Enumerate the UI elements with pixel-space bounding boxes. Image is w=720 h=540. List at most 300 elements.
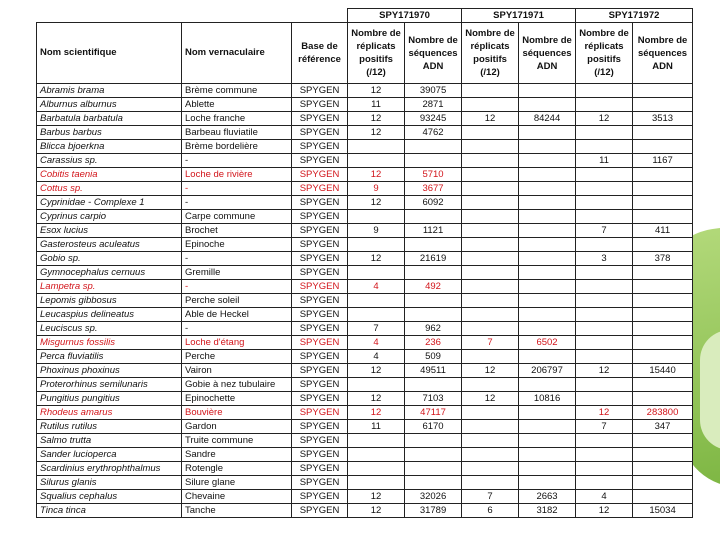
scientific-name-cell: Pungitius pungitius (37, 392, 182, 406)
sequences-s3-cell (633, 490, 693, 504)
scientific-name-cell: Cyprinus carpio (37, 210, 182, 224)
sequences-s2-cell (519, 378, 576, 392)
header-blank (37, 9, 348, 23)
vernacular-name-cell: - (182, 252, 292, 266)
replicates-s3-cell (576, 392, 633, 406)
replicates-s1-cell (348, 434, 405, 448)
table-row (37, 364, 693, 378)
sequences-s2-cell (519, 98, 576, 112)
replicates-s2-cell (462, 462, 519, 476)
reference-base-cell: SPYGEN (292, 252, 348, 266)
replicates-s1-cell: 12 (348, 112, 405, 126)
sequences-s1-cell: 3677 (405, 182, 462, 196)
replicates-s3-cell (576, 196, 633, 210)
replicates-s3-cell: 12 (576, 112, 633, 126)
replicates-s1-cell: 11 (348, 420, 405, 434)
sequences-s3-cell (633, 378, 693, 392)
reference-base-cell: SPYGEN (292, 350, 348, 364)
sample-1-header: SPY171970 (348, 9, 462, 23)
sequences-s3-cell: 15440 (633, 364, 693, 378)
table-row (37, 252, 693, 266)
sequences-s1-cell (405, 210, 462, 224)
replicates-s3-cell: 12 (576, 406, 633, 420)
scientific-name-cell: Rhodeus amarus (37, 406, 182, 420)
sequences-s1-cell: 21619 (405, 252, 462, 266)
vernacular-name-cell: - (182, 182, 292, 196)
replicates-s3-cell (576, 98, 633, 112)
sequences-s2-cell (519, 168, 576, 182)
table-row (37, 112, 693, 126)
replicates-s3-cell (576, 280, 633, 294)
reference-base-cell: SPYGEN (292, 280, 348, 294)
reference-base-cell: SPYGEN (292, 182, 348, 196)
replicates-s3-cell (576, 182, 633, 196)
table-row (37, 448, 693, 462)
table-row (37, 504, 693, 518)
scientific-name-cell: Lepomis gibbosus (37, 294, 182, 308)
replicates-s3-cell: 7 (576, 420, 633, 434)
replicates-s1-cell: 12 (348, 504, 405, 518)
replicates-s1-cell (348, 308, 405, 322)
replicates-s1-cell: 4 (348, 280, 405, 294)
sequences-s3-cell (633, 182, 693, 196)
replicates-s2-cell (462, 126, 519, 140)
replicates-s1-cell: 12 (348, 84, 405, 98)
sequences-s1-cell: 7103 (405, 392, 462, 406)
col-seq-header-1: Nombre de séquences ADN (405, 23, 462, 84)
reference-base-cell: SPYGEN (292, 308, 348, 322)
vernacular-name-cell: Ablette (182, 98, 292, 112)
vernacular-name-cell: Rotengle (182, 462, 292, 476)
vernacular-name-cell: Truite commune (182, 434, 292, 448)
replicates-s2-cell: 12 (462, 112, 519, 126)
vernacular-name-cell: Loche franche (182, 112, 292, 126)
sequences-s2-cell (519, 322, 576, 336)
replicates-s2-cell (462, 182, 519, 196)
col-rep-header-1: Nombre de réplicats positifs (/12) (348, 23, 405, 84)
vernacular-name-cell: Silure glane (182, 476, 292, 490)
replicates-s2-cell (462, 294, 519, 308)
scientific-name-cell: Misgurnus fossilis (37, 336, 182, 350)
sequences-s2-cell (519, 406, 576, 420)
scientific-name-cell: Salmo trutta (37, 434, 182, 448)
reference-base-cell: SPYGEN (292, 140, 348, 154)
sequences-s1-cell: 4762 (405, 126, 462, 140)
replicates-s1-cell: 12 (348, 490, 405, 504)
vernacular-name-cell: Brème bordelière (182, 140, 292, 154)
sequences-s1-cell: 236 (405, 336, 462, 350)
replicates-s1-cell: 12 (348, 392, 405, 406)
replicates-s2-cell (462, 140, 519, 154)
replicates-s2-cell: 6 (462, 504, 519, 518)
replicates-s2-cell (462, 322, 519, 336)
replicates-s1-cell (348, 210, 405, 224)
sequences-s1-cell (405, 140, 462, 154)
table-row (37, 168, 693, 182)
vernacular-name-cell: Perche soleil (182, 294, 292, 308)
scientific-name-cell: Proterorhinus semilunaris (37, 378, 182, 392)
reference-base-cell: SPYGEN (292, 168, 348, 182)
replicates-s1-cell (348, 154, 405, 168)
table-row (37, 378, 693, 392)
scientific-name-cell: Cyprinidae - Complexe 1 (37, 196, 182, 210)
sequences-s3-cell (633, 350, 693, 364)
replicates-s1-cell (348, 140, 405, 154)
replicates-s3-cell (576, 476, 633, 490)
col-rep-header-2: Nombre de réplicats positifs (/12) (462, 23, 519, 84)
reference-base-cell: SPYGEN (292, 154, 348, 168)
vernacular-name-cell: Vairon (182, 364, 292, 378)
sequences-s2-cell (519, 84, 576, 98)
reference-base-cell: SPYGEN (292, 434, 348, 448)
reference-base-cell: SPYGEN (292, 294, 348, 308)
sequences-s1-cell: 6092 (405, 196, 462, 210)
scientific-name-cell: Silurus glanis (37, 476, 182, 490)
replicates-s2-cell (462, 196, 519, 210)
sequences-s1-cell: 492 (405, 280, 462, 294)
sequences-s3-cell (633, 280, 693, 294)
col-base-header: Base de référence (292, 23, 348, 84)
reference-base-cell: SPYGEN (292, 378, 348, 392)
replicates-s2-cell (462, 420, 519, 434)
replicates-s2-cell (462, 98, 519, 112)
sequences-s2-cell (519, 434, 576, 448)
replicates-s1-cell: 12 (348, 364, 405, 378)
replicates-s2-cell (462, 308, 519, 322)
replicates-s2-cell (462, 154, 519, 168)
vernacular-name-cell: Tanche (182, 504, 292, 518)
replicates-s2-cell (462, 238, 519, 252)
table-row (37, 392, 693, 406)
reference-base-cell: SPYGEN (292, 98, 348, 112)
sequences-s3-cell (633, 392, 693, 406)
table-row (37, 140, 693, 154)
reference-base-cell: SPYGEN (292, 490, 348, 504)
sequences-s3-cell (633, 434, 693, 448)
table-row (37, 308, 693, 322)
replicates-s3-cell: 7 (576, 224, 633, 238)
replicates-s3-cell (576, 84, 633, 98)
col-sci-header: Nom scientifique (37, 23, 182, 84)
scientific-name-cell: Scardinius erythrophthalmus (37, 462, 182, 476)
table-row (37, 154, 693, 168)
sequences-s3-cell (633, 294, 693, 308)
vernacular-name-cell: Loche de rivière (182, 168, 292, 182)
reference-base-cell: SPYGEN (292, 266, 348, 280)
scientific-name-cell: Gymnocephalus cernuus (37, 266, 182, 280)
reference-base-cell: SPYGEN (292, 476, 348, 490)
sequences-s2-cell (519, 140, 576, 154)
table-row (37, 196, 693, 210)
replicates-s3-cell (576, 308, 633, 322)
replicates-s3-cell: 12 (576, 504, 633, 518)
sequences-s3-cell (633, 84, 693, 98)
table-row (37, 350, 693, 364)
sequences-s2-cell (519, 126, 576, 140)
col-vern-header: Nom vernaculaire (182, 23, 292, 84)
sequences-s1-cell (405, 462, 462, 476)
replicates-s3-cell (576, 140, 633, 154)
replicates-s3-cell (576, 336, 633, 350)
replicates-s2-cell (462, 168, 519, 182)
sequences-s1-cell (405, 238, 462, 252)
sequences-s1-cell: 5710 (405, 168, 462, 182)
replicates-s3-cell: 12 (576, 364, 633, 378)
replicates-s1-cell: 12 (348, 406, 405, 420)
scientific-name-cell: Blicca bjoerkna (37, 140, 182, 154)
table-row (37, 224, 693, 238)
replicates-s1-cell: 12 (348, 252, 405, 266)
vernacular-name-cell: Barbeau fluviatile (182, 126, 292, 140)
sequences-s1-cell (405, 434, 462, 448)
vernacular-name-cell: - (182, 154, 292, 168)
replicates-s3-cell: 3 (576, 252, 633, 266)
table-row (37, 280, 693, 294)
replicates-s3-cell (576, 210, 633, 224)
decorative-light-leaf (700, 330, 720, 450)
scientific-name-cell: Lampetra sp. (37, 280, 182, 294)
sequences-s3-cell (633, 168, 693, 182)
table-row (37, 406, 693, 420)
scientific-name-cell: Esox lucius (37, 224, 182, 238)
table-row (37, 126, 693, 140)
sequences-s2-cell (519, 280, 576, 294)
table-row (37, 294, 693, 308)
replicates-s3-cell (576, 322, 633, 336)
replicates-s1-cell: 9 (348, 224, 405, 238)
scientific-name-cell: Barbus barbus (37, 126, 182, 140)
species-detection-table (36, 8, 693, 518)
sequences-s2-cell: 206797 (519, 364, 576, 378)
scientific-name-cell: Cottus sp. (37, 182, 182, 196)
vernacular-name-cell: Perche (182, 350, 292, 364)
sequences-s3-cell (633, 476, 693, 490)
sequences-s2-cell: 6502 (519, 336, 576, 350)
sequences-s2-cell: 3182 (519, 504, 576, 518)
replicates-s3-cell (576, 126, 633, 140)
reference-base-cell: SPYGEN (292, 462, 348, 476)
scientific-name-cell: Squalius cephalus (37, 490, 182, 504)
sequences-s1-cell: 49511 (405, 364, 462, 378)
sequences-s3-cell (633, 308, 693, 322)
vernacular-name-cell: Loche d'étang (182, 336, 292, 350)
sequences-s3-cell: 3513 (633, 112, 693, 126)
sequences-s3-cell (633, 126, 693, 140)
sequences-s1-cell: 31789 (405, 504, 462, 518)
vernacular-name-cell: Sandre (182, 448, 292, 462)
replicates-s1-cell: 11 (348, 98, 405, 112)
vernacular-name-cell: Brochet (182, 224, 292, 238)
vernacular-name-cell: Epinoche (182, 238, 292, 252)
sequences-s2-cell (519, 308, 576, 322)
sample-3-header: SPY171972 (576, 9, 693, 23)
sequences-s3-cell (633, 448, 693, 462)
sequences-s3-cell (633, 210, 693, 224)
sequences-s1-cell: 47117 (405, 406, 462, 420)
scientific-name-cell: Gasterosteus aculeatus (37, 238, 182, 252)
reference-base-cell: SPYGEN (292, 364, 348, 378)
vernacular-name-cell: - (182, 280, 292, 294)
table-row (37, 434, 693, 448)
sequences-s1-cell (405, 266, 462, 280)
sequences-s2-cell (519, 266, 576, 280)
reference-base-cell: SPYGEN (292, 126, 348, 140)
sequences-s3-cell: 15034 (633, 504, 693, 518)
scientific-name-cell: Tinca tinca (37, 504, 182, 518)
table-row (37, 266, 693, 280)
vernacular-name-cell: Carpe commune (182, 210, 292, 224)
reference-base-cell: SPYGEN (292, 448, 348, 462)
sequences-s2-cell: 2663 (519, 490, 576, 504)
vernacular-name-cell: Bouvière (182, 406, 292, 420)
reference-base-cell: SPYGEN (292, 112, 348, 126)
reference-base-cell: SPYGEN (292, 420, 348, 434)
sequences-s1-cell (405, 476, 462, 490)
sequences-s3-cell (633, 140, 693, 154)
sequences-s2-cell (519, 224, 576, 238)
reference-base-cell: SPYGEN (292, 336, 348, 350)
sequences-s3-cell (633, 462, 693, 476)
sequences-s2-cell (519, 196, 576, 210)
table-row (37, 84, 693, 98)
sequences-s2-cell (519, 350, 576, 364)
table-row (37, 182, 693, 196)
scientific-name-cell: Gobio sp. (37, 252, 182, 266)
sequences-s3-cell: 411 (633, 224, 693, 238)
replicates-s1-cell: 7 (348, 322, 405, 336)
sequences-s1-cell (405, 378, 462, 392)
vernacular-name-cell: Epinochette (182, 392, 292, 406)
replicates-s2-cell (462, 434, 519, 448)
sample-header-row (37, 9, 693, 23)
vernacular-name-cell: Gobie à nez tubulaire (182, 378, 292, 392)
replicates-s1-cell (348, 294, 405, 308)
table-row (37, 98, 693, 112)
replicates-s2-cell (462, 224, 519, 238)
sequences-s3-cell: 1167 (633, 154, 693, 168)
reference-base-cell: SPYGEN (292, 224, 348, 238)
scientific-name-cell: Alburnus alburnus (37, 98, 182, 112)
replicates-s1-cell (348, 378, 405, 392)
sequences-s2-cell (519, 294, 576, 308)
replicates-s1-cell (348, 448, 405, 462)
replicates-s1-cell: 4 (348, 336, 405, 350)
replicates-s2-cell (462, 84, 519, 98)
sequences-s3-cell (633, 336, 693, 350)
reference-base-cell: SPYGEN (292, 210, 348, 224)
replicates-s1-cell (348, 266, 405, 280)
vernacular-name-cell: - (182, 322, 292, 336)
scientific-name-cell: Barbatula barbatula (37, 112, 182, 126)
table-row (37, 210, 693, 224)
replicates-s2-cell (462, 210, 519, 224)
replicates-s2-cell (462, 252, 519, 266)
scientific-name-cell: Abramis brama (37, 84, 182, 98)
vernacular-name-cell: Brème commune (182, 84, 292, 98)
sequences-s1-cell (405, 154, 462, 168)
sequences-s3-cell (633, 238, 693, 252)
sequences-s2-cell (519, 462, 576, 476)
replicates-s1-cell: 12 (348, 126, 405, 140)
sequences-s1-cell (405, 294, 462, 308)
sequences-s1-cell (405, 448, 462, 462)
scientific-name-cell: Leuciscus sp. (37, 322, 182, 336)
vernacular-name-cell: Gardon (182, 420, 292, 434)
sequences-s2-cell (519, 238, 576, 252)
sequences-s3-cell: 283800 (633, 406, 693, 420)
sequences-s3-cell (633, 98, 693, 112)
scientific-name-cell: Leucaspius delineatus (37, 308, 182, 322)
replicates-s2-cell (462, 280, 519, 294)
scientific-name-cell: Cobitis taenia (37, 168, 182, 182)
scientific-name-cell: Carassius sp. (37, 154, 182, 168)
replicates-s2-cell (462, 266, 519, 280)
sample-2-header: SPY171971 (462, 9, 576, 23)
sequences-s3-cell: 378 (633, 252, 693, 266)
reference-base-cell: SPYGEN (292, 84, 348, 98)
sequences-s2-cell: 84244 (519, 112, 576, 126)
species-table-body (37, 84, 693, 518)
sequences-s2-cell (519, 476, 576, 490)
sequences-s1-cell (405, 308, 462, 322)
sequences-s2-cell: 10816 (519, 392, 576, 406)
vernacular-name-cell: - (182, 196, 292, 210)
replicates-s1-cell: 12 (348, 168, 405, 182)
sequences-s1-cell: 6170 (405, 420, 462, 434)
scientific-name-cell: Perca fluviatilis (37, 350, 182, 364)
replicates-s1-cell: 4 (348, 350, 405, 364)
replicates-s2-cell: 7 (462, 490, 519, 504)
replicates-s2-cell: 12 (462, 364, 519, 378)
replicates-s1-cell (348, 462, 405, 476)
sequences-s1-cell: 39075 (405, 84, 462, 98)
replicates-s3-cell (576, 434, 633, 448)
sequences-s2-cell (519, 154, 576, 168)
table-row (37, 490, 693, 504)
replicates-s3-cell (576, 350, 633, 364)
replicates-s3-cell: 11 (576, 154, 633, 168)
sequences-s2-cell (519, 252, 576, 266)
vernacular-name-cell: Gremille (182, 266, 292, 280)
sequences-s3-cell: 347 (633, 420, 693, 434)
table-row (37, 238, 693, 252)
sequences-s3-cell (633, 196, 693, 210)
sequences-s1-cell: 93245 (405, 112, 462, 126)
sequences-s2-cell (519, 210, 576, 224)
reference-base-cell: SPYGEN (292, 406, 348, 420)
vernacular-name-cell: Chevaine (182, 490, 292, 504)
replicates-s2-cell (462, 406, 519, 420)
reference-base-cell: SPYGEN (292, 392, 348, 406)
replicates-s3-cell (576, 378, 633, 392)
col-seq-header-3: Nombre de séquences ADN (633, 23, 693, 84)
sequences-s1-cell: 1121 (405, 224, 462, 238)
replicates-s2-cell (462, 378, 519, 392)
sequences-s1-cell: 2871 (405, 98, 462, 112)
replicates-s3-cell (576, 462, 633, 476)
reference-base-cell: SPYGEN (292, 238, 348, 252)
sequences-s1-cell: 509 (405, 350, 462, 364)
col-rep-header-3: Nombre de réplicats positifs (/12) (576, 23, 633, 84)
sequences-s2-cell (519, 420, 576, 434)
sequences-s2-cell (519, 448, 576, 462)
scientific-name-cell: Sander lucioperca (37, 448, 182, 462)
sequences-s1-cell: 962 (405, 322, 462, 336)
replicates-s3-cell (576, 266, 633, 280)
sequences-s3-cell (633, 322, 693, 336)
replicates-s1-cell: 9 (348, 182, 405, 196)
column-header-row (37, 23, 693, 84)
